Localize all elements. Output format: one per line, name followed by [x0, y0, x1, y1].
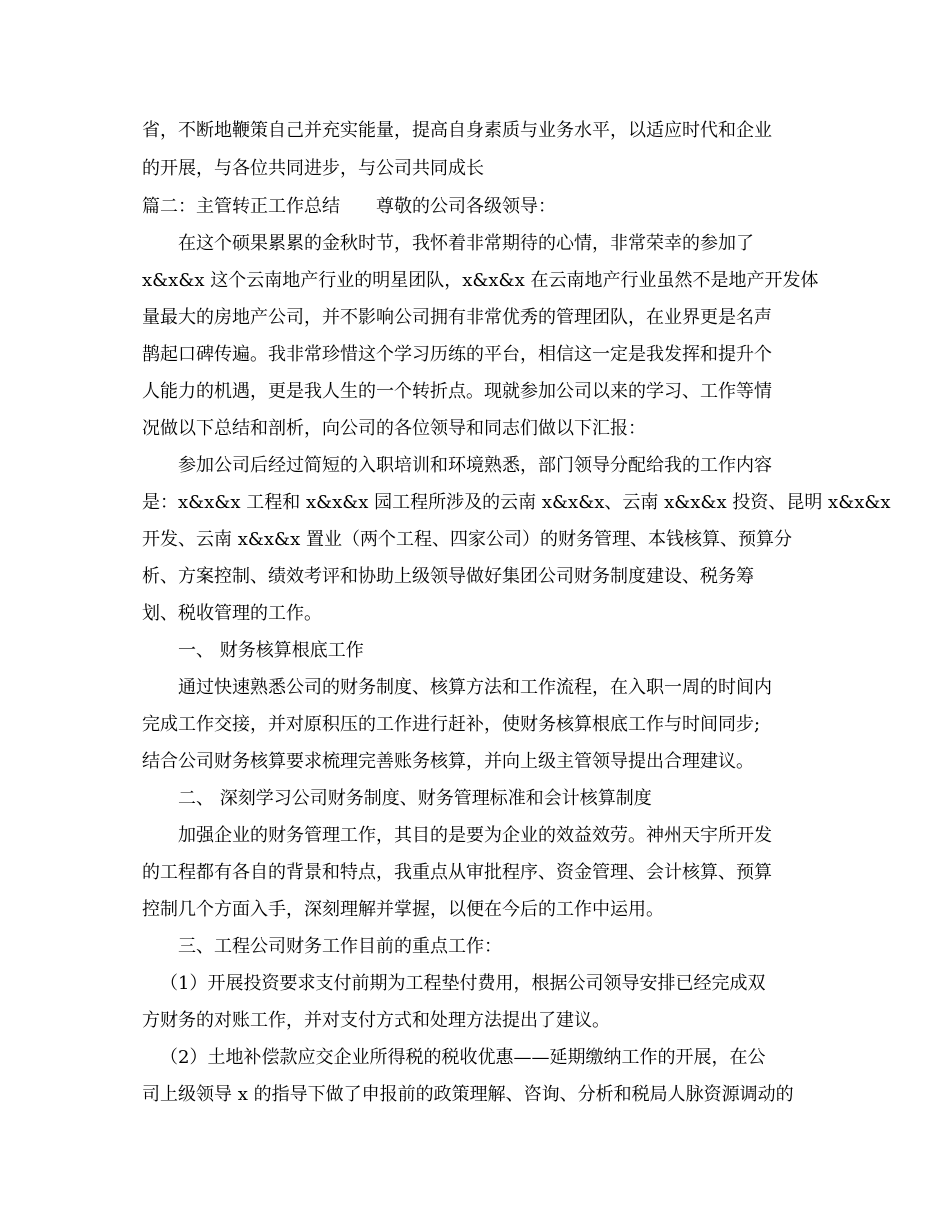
paragraph-line: 控制几个方面入手，深刻理解并掌握，以便在今后的工作中运用。 — [142, 899, 664, 920]
paragraph-line: 通过快速熟悉公司的财务制度、核算方法和工作流程，在入职一周的时间内 — [178, 677, 772, 698]
paragraph-line: 析、方案控制、绩效考评和协助上级领导做好集团公司财务制度建设、税务筹 — [142, 566, 754, 587]
paragraph-line: 省，不断地鞭策自己并充实能量，提高自身素质与业务水平，以适应时代和企业 — [142, 120, 772, 141]
paragraph-line: 是：x&x&x 工程和 x&x&x 园工程所涉及的云南 x&x&x、云南 x&x&x 投资、昆明 x&x&x — [142, 492, 891, 513]
list-item: （1）开展投资要求支付前期为工程垫付费用，根据公司领导安排已经完成双 — [160, 973, 766, 994]
paragraph-line: 况做以下总结和剖析，向公司的各位领导和同志们做以下汇报： — [142, 418, 646, 439]
section-heading: 篇二：主管转正工作总结 尊敬的公司各级领导： — [142, 196, 556, 217]
paragraph-line: 的开展，与各位共同进步，与公司共同成长 — [142, 158, 484, 179]
paragraph-line: 司上级领导 x 的指导下做了申报前的政策理解、咨询、分析和税局人脉资源调动的 — [142, 1084, 794, 1105]
paragraph-line: 在这个硕果累累的金秋时节，我怀着非常期待的心情，非常荣幸的参加了 — [178, 233, 754, 254]
paragraph-line: 完成工作交接，并对原积压的工作进行赶补，使财务核算根底工作与时间同步; — [142, 714, 761, 735]
paragraph-line: 结合公司财务核算要求梳理完善账务核算，并向上级主管领导提出合理建议。 — [142, 751, 754, 772]
paragraph-line: 划、税收管理的工作。 — [142, 603, 322, 624]
paragraph-line: 加强企业的财务管理工作，其目的是要为企业的效益效劳。神州天宇所开发 — [178, 825, 772, 846]
subheading: 一、 财务核算根底工作 — [178, 640, 364, 661]
subheading: 二、 深刻学习公司财务制度、财务管理标准和会计核算制度 — [178, 788, 652, 809]
paragraph-line: 开发、云南 x&x&x 置业（两个工程、四家公司）的财务管理、本钱核算、预算分 — [142, 529, 792, 550]
paragraph-line: 的工程都有各自的背景和特点，我重点从审批程序、资金管理、会计核算、预算 — [142, 862, 772, 883]
paragraph-line: x&x&x 这个云南地产行业的明星团队，x&x&x 在云南地产行业虽然不是地产开发体 — [142, 270, 819, 291]
paragraph-line: 参加公司后经过简短的入职培训和环境熟悉，部门领导分配给我的工作内容 — [178, 455, 772, 476]
subheading: 三、工程公司财务工作目前的重点工作： — [178, 936, 502, 957]
paragraph-line: 方财务的对账工作，并对支付方式和处理方法提出了建议。 — [142, 1010, 610, 1031]
paragraph-line: 人能力的机遇，更是我人生的一个转折点。现就参加公司以来的学习、工作等情 — [142, 381, 772, 402]
list-item: （2）土地补偿款应交企业所得税的税收优惠——延期缴纳工作的开展，在公 — [160, 1047, 766, 1068]
paragraph-line: 量最大的房地产公司，并不影响公司拥有非常优秀的管理团队，在业界更是名声 — [142, 307, 772, 328]
paragraph-line: 鹊起口碑传遍。我非常珍惜这个学习历练的平台，相信这一定是我发挥和提升个 — [142, 344, 772, 365]
